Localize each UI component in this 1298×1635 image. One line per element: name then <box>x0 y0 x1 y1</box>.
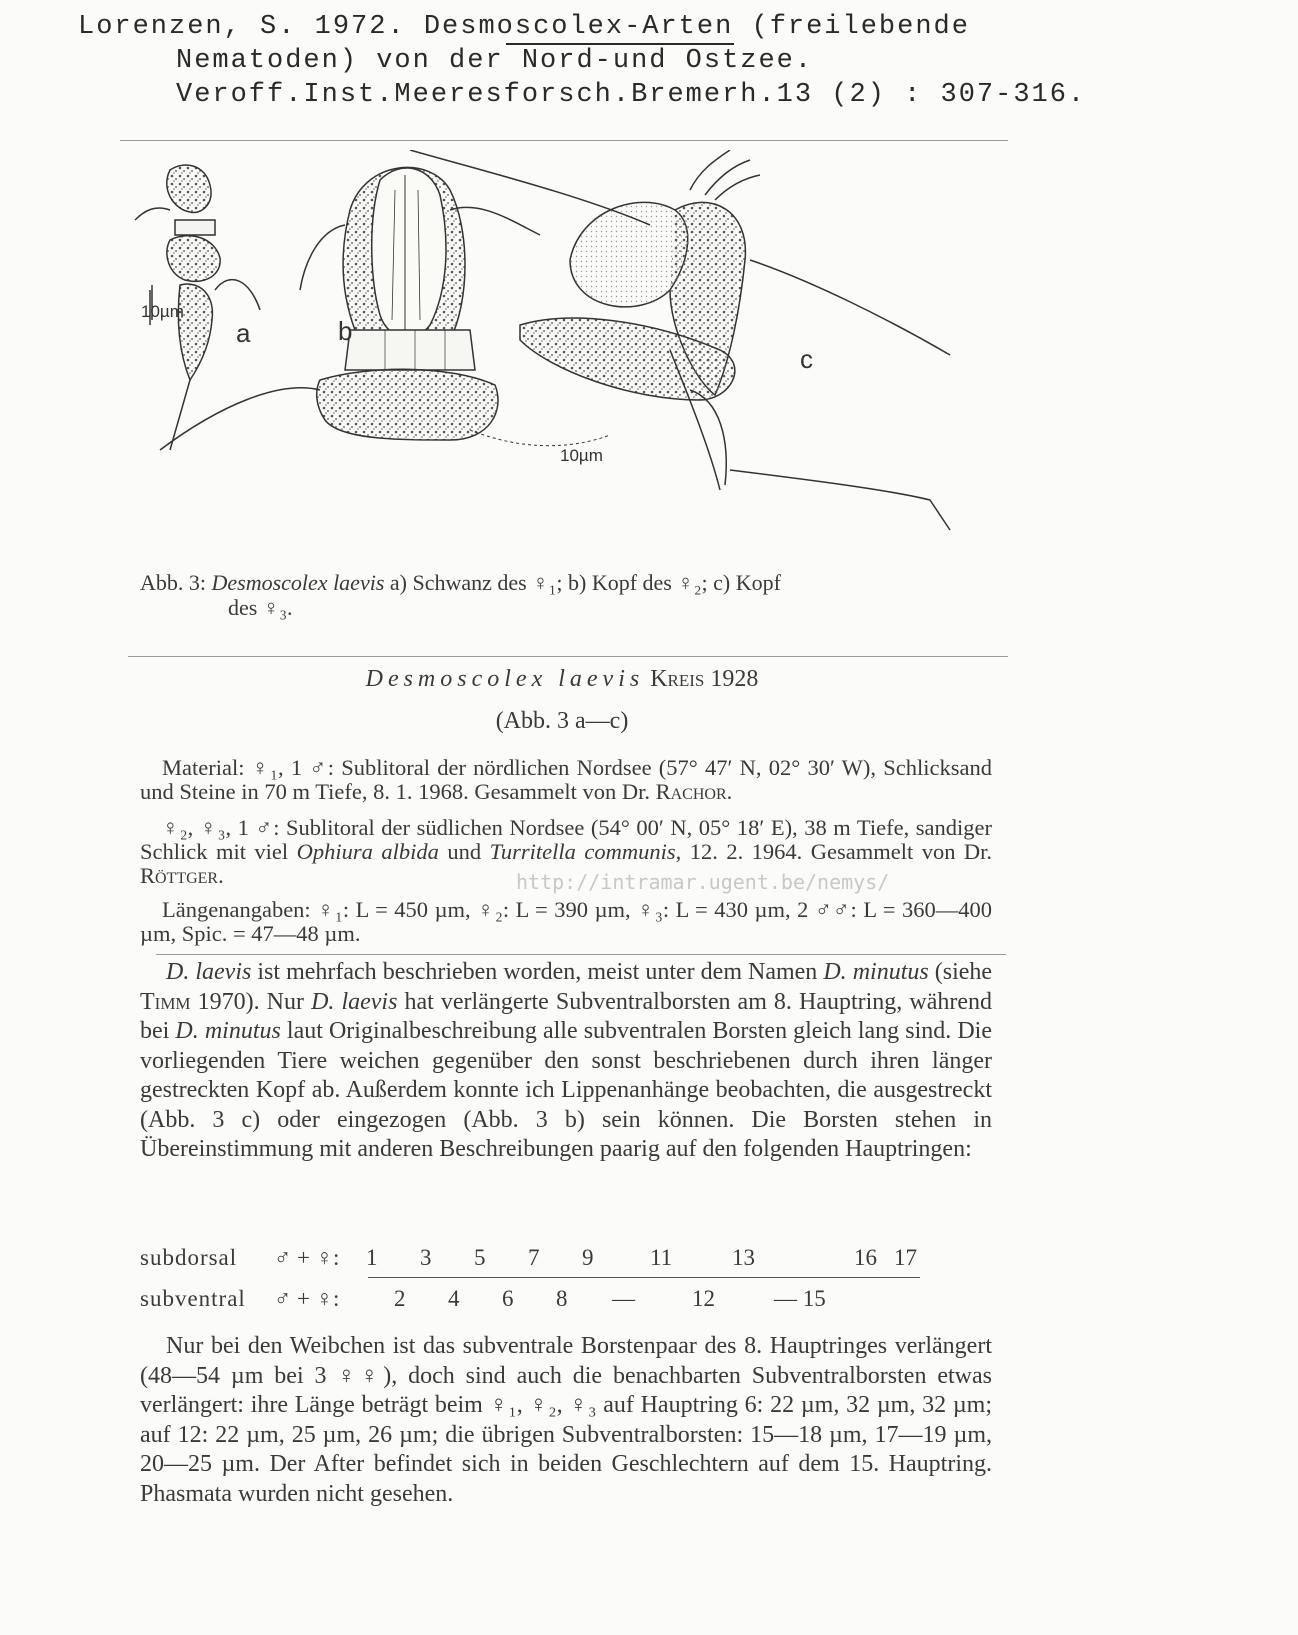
subventral-label: subventral <box>140 1286 246 1311</box>
subdorsal-value: 17 <box>894 1245 917 1270</box>
species-heading <box>0 666 1124 693</box>
subventral-value: 2 <box>394 1286 406 1311</box>
subdorsal-value: 11 <box>650 1245 673 1270</box>
species-name: Desmoscolex laevis <box>365 666 645 692</box>
bristle-table-rule <box>368 1277 920 1278</box>
species-year: 1928 <box>710 666 759 692</box>
subdorsal-value: 7 <box>528 1245 540 1270</box>
figure-caption: Abb. 3: Desmoscolex laevis a) Schwanz des ♀₁; b) Kopf des ♀₂; c) Kopf des ♀₃. <box>140 570 781 620</box>
material-paragraph-1: Material: ♀₁, 1 ♂: Sublitoral der nördlichen Nordsee (57° 47′ N, 02° 30′ W), Schlicksand und Steine in 70 m Tiefe, 8. 1. 1968. Gesammelt von Dr. Rachor. <box>140 755 992 804</box>
subventral-value: 8 <box>556 1286 568 1311</box>
subdorsal-value: 3 <box>420 1245 432 1270</box>
subventral-sex: ♂ + ♀: <box>274 1286 340 1311</box>
watermark-url: http://intramar.ugent.be/nemys/ <box>516 870 890 894</box>
subdorsal-sex: ♂ + ♀: <box>274 1245 340 1270</box>
subdorsal-value: 9 <box>582 1245 594 1270</box>
subdorsal-label: subdorsal <box>140 1245 238 1270</box>
figure-label-b: b <box>338 316 353 346</box>
subventral-value: — <box>612 1286 635 1311</box>
material-rule <box>156 954 1006 955</box>
figure-scale-bc: 10µm <box>560 446 603 465</box>
body-paragraph-2: Nur bei den Weibchen ist das subventrale Borstenpaar des 8. Hauptringes verlängert (48—54 µm bei 3 ♀♀), doch sind auch die benachbarten Subventralborsten etwas verlängert: ihre Länge beträgt beim ♀₁, ♀₂, ♀₃ auf Hauptring 6: 22 µm, 32 µm, 32 µm; auf 12: 22 µm, 25 µm, 26 µm; die übrigen Subventralborsten: 15—18 µm, 17—19 µm, 20—25 µm. Der After befindet sich in beiden Geschlechtern auf dem 15. Hauptring. Phasmata wurden nicht gesehen. <box>140 1333 992 1507</box>
figure-scale-a: 10µm <box>141 302 184 321</box>
top-rule <box>120 140 1008 141</box>
subventral-value: — 15 <box>774 1286 826 1311</box>
subdorsal-value: 1 <box>366 1245 378 1270</box>
figure-drawing <box>130 150 1000 560</box>
subdorsal-value: 13 <box>732 1245 755 1270</box>
figure-label-c: c <box>800 344 813 374</box>
figure-c-head <box>410 150 950 530</box>
species-author: Kreis <box>650 666 705 692</box>
subventral-value: 6 <box>502 1286 514 1311</box>
material-paragraph-3: Längenangaben: ♀₁: L = 450 µm, ♀₂: L = 390 µm, ♀₃: L = 430 µm, 2 ♂♂: L = 360—400 µm, Spic. = 47—48 µm. <box>140 897 992 946</box>
species-figref: (Abb. 3 a—c) <box>495 708 629 734</box>
subdorsal-value: 16 <box>854 1245 877 1270</box>
citation-line-2: Nematoden) von der Nord-und Ostzee. <box>176 46 814 76</box>
citation-line-1: Lorenzen, S. 1972. Desmoscolex-Arten (freilebende <box>78 12 970 42</box>
body-paragraph-1: D. laevis ist mehrfach beschrieben worden, meist unter dem Namen D. minutus (siehe Timm 1970). Nur D. laevis hat verlängerte Subventralborsten am 8. Hauptring, während bei D. minutus laut Originalbeschreibung alle subventralen Borsten gleich lang sind. Die vorliegenden Tiere weichen gegenüber den sonst beschriebenen durch ihren länger gestreckten Kopf ab. Außerdem konnte ich Lippenanhänge beobachten, die ausgestreckt (Abb. 3 c) oder eingezogen (Abb. 3 b) sein können. Die Borsten stehen in Übereinstimmung mit anderen Beschreibungen paarig auf den folgenden Hauptringen: <box>140 959 993 1162</box>
caption-species: Desmoscolex laevis <box>211 570 385 595</box>
caption-rule <box>128 656 1008 657</box>
figure-b-head <box>160 167 540 450</box>
subventral-value: 12 <box>692 1286 715 1311</box>
material-paragraph-2: ♀₂, ♀₃, 1 ♂: Sublitoral der südlichen Nordsee (54° 00′ N, 05° 18′ E), 38 m Tiefe, sandiger Schlick mit viel Ophiura albida und Turritella communis, 12. 2. 1964. Gesammelt von Dr. Röttger. <box>140 815 993 888</box>
subdorsal-value: 5 <box>474 1245 486 1270</box>
citation-line-3: Veroff.Inst.Meeresforsch.Bremerh.13 (2) : 307-316. <box>176 80 1087 110</box>
subventral-value: 4 <box>448 1286 460 1311</box>
citation-underline <box>506 43 734 45</box>
figure-label-a: a <box>236 318 251 348</box>
